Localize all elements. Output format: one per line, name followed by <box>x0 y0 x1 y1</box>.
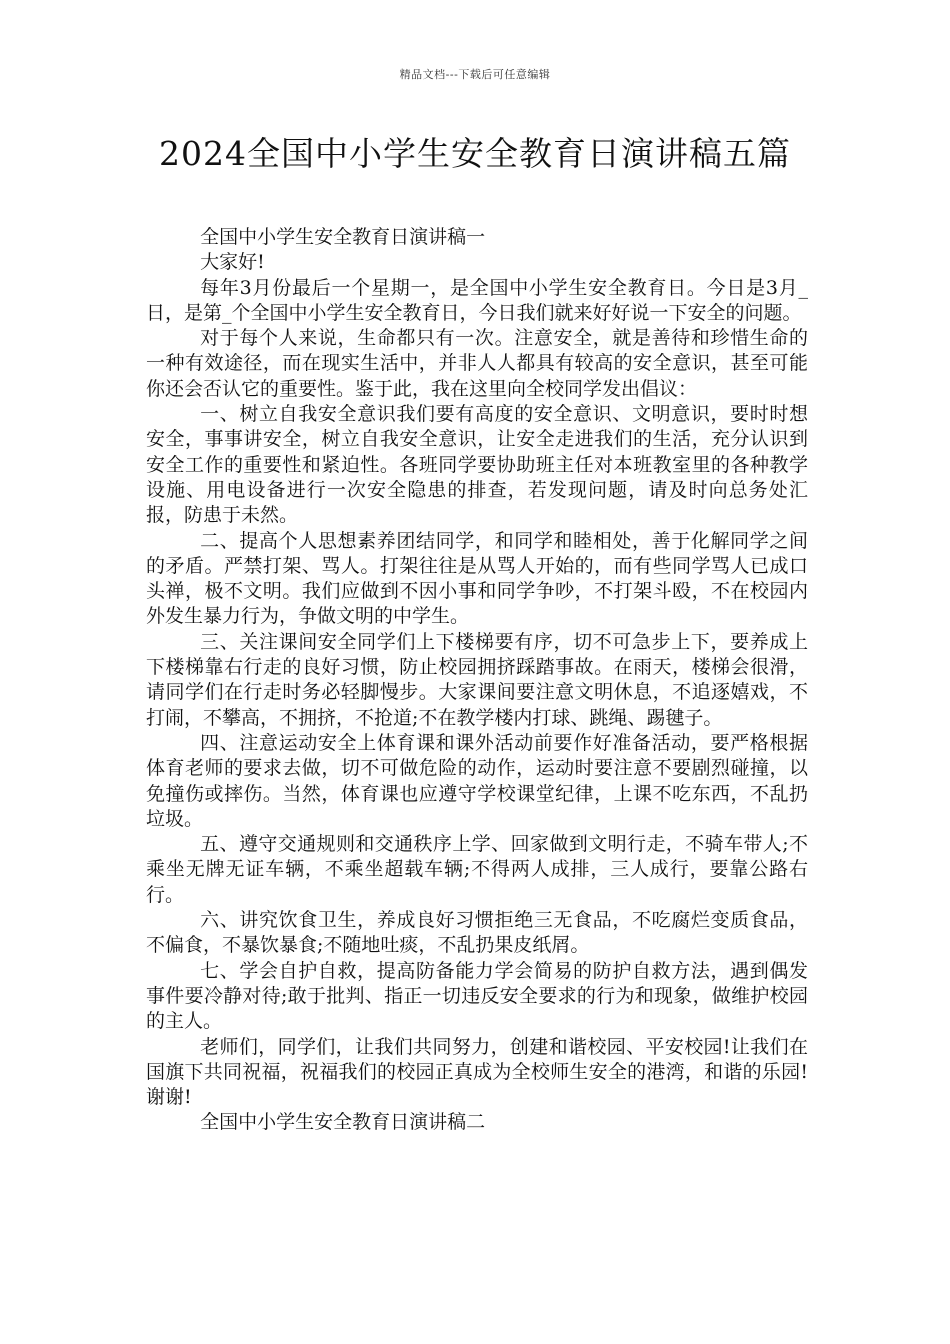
proposal-item-4: 四、注意运动安全上体育课和课外活动前要作好准备活动，要严格根据体育老师的要求去做，切不可做危险的动作，运动时要注意不要剧烈碰撞，以免撞伤或摔伤。当然，体育课也应遵守学校课堂纪律，上课不吃东西，不乱扔垃圾。 <box>146 731 808 830</box>
header-note: 精品文档---下载后可任意编辑 <box>399 68 551 81</box>
proposal-item-6: 六、讲究饮食卫生，养成良好习惯拒绝三无食品，不吃腐烂变质食品，不偏食，不暴饮暴食;不随地吐痰，不乱扔果皮纸屑。 <box>146 909 808 957</box>
proposal-item-2: 二、提高个人思想素养团结同学，和同学和睦相处，善于化解同学之间的矛盾。严禁打架、骂人。打架往往是从骂人开始的，而有些同学骂人已成口头禅，极不文明。我们应做到不因小事和同学争吵，不打架斗殴，不在校园内外发生暴力行为，争做文明的中学生。 <box>146 529 808 628</box>
closing-paragraph: 老师们，同学们，让我们共同努力，创建和谐校园、平安校园!让我们在国旗下共同祝福，祝福我们的校园正真成为全校师生安全的港湾，和谐的乐园!谢谢! <box>146 1035 808 1109</box>
proposal-item-5: 五、遵守交通规则和交通秩序上学、回家做到文明行走，不骑车带人;不乘坐无牌无证车辆，不乘坐超载车辆;不得两人成排，三人成行，要靠公路右行。 <box>146 833 808 906</box>
body-paragraph: 每年3月份最后一个星期一，是全国中小学生安全教育日。今日是3月_日，是第_个全国中小学生安全教育日，今日我们就来好好说一下安全的问题。 <box>146 276 808 324</box>
proposal-item-7: 七、学会自护自救，提高防备能力学会简易的防护自救方法，遇到偶发事件要冷静对待;敢于批判、指正一切违反安全要求的行为和现象，做维护校园的主人。 <box>146 959 808 1033</box>
document-title: 2024全国中小学生安全教育日演讲稿五篇 <box>159 134 791 173</box>
body-paragraph: 对于每个人来说，生命都只有一次。注意安全，就是善待和珍惜生命的一种有效途径，而在现实生活中，并非人人都具有较高的安全意识，甚至可能你还会否认它的重要性。鉴于此，我在这里向全校同学发出倡议： <box>146 327 808 400</box>
proposal-item-3: 三、关注课间安全同学们上下楼梯要有序，切不可急步上下，要养成上下楼梯靠右行走的良好习惯，防止校园拥挤踩踏事故。在雨天，楼梯会很滑，请同学们在行走时务必轻脚慢步。大家课间要注意文明休息，不追逐嬉戏，不打闹，不攀高，不拥挤，不抢道;不在教学楼内打球、跳绳、踢毽子。 <box>146 630 808 729</box>
section-heading-speech-2: 全国中小学生安全教育日演讲稿二 <box>200 1111 486 1134</box>
section-heading-speech-1: 全国中小学生安全教育日演讲稿一 <box>200 226 486 248</box>
greeting: 大家好! <box>200 251 265 274</box>
document-body <box>146 225 808 1136</box>
proposal-item-1: 一、树立自我安全意识我们要有高度的安全意识、文明意识，要时时想安全，事事讲安全，树立自我安全意识，让安全走进我们的生活，充分认识到安全工作的重要性和紧迫性。各班同学要协助班主任对本班教室里的各种教学设施、用电设备进行一次安全隐患的排查，若发现问题，请及时向总务处汇报，防患于未然。 <box>146 403 808 527</box>
